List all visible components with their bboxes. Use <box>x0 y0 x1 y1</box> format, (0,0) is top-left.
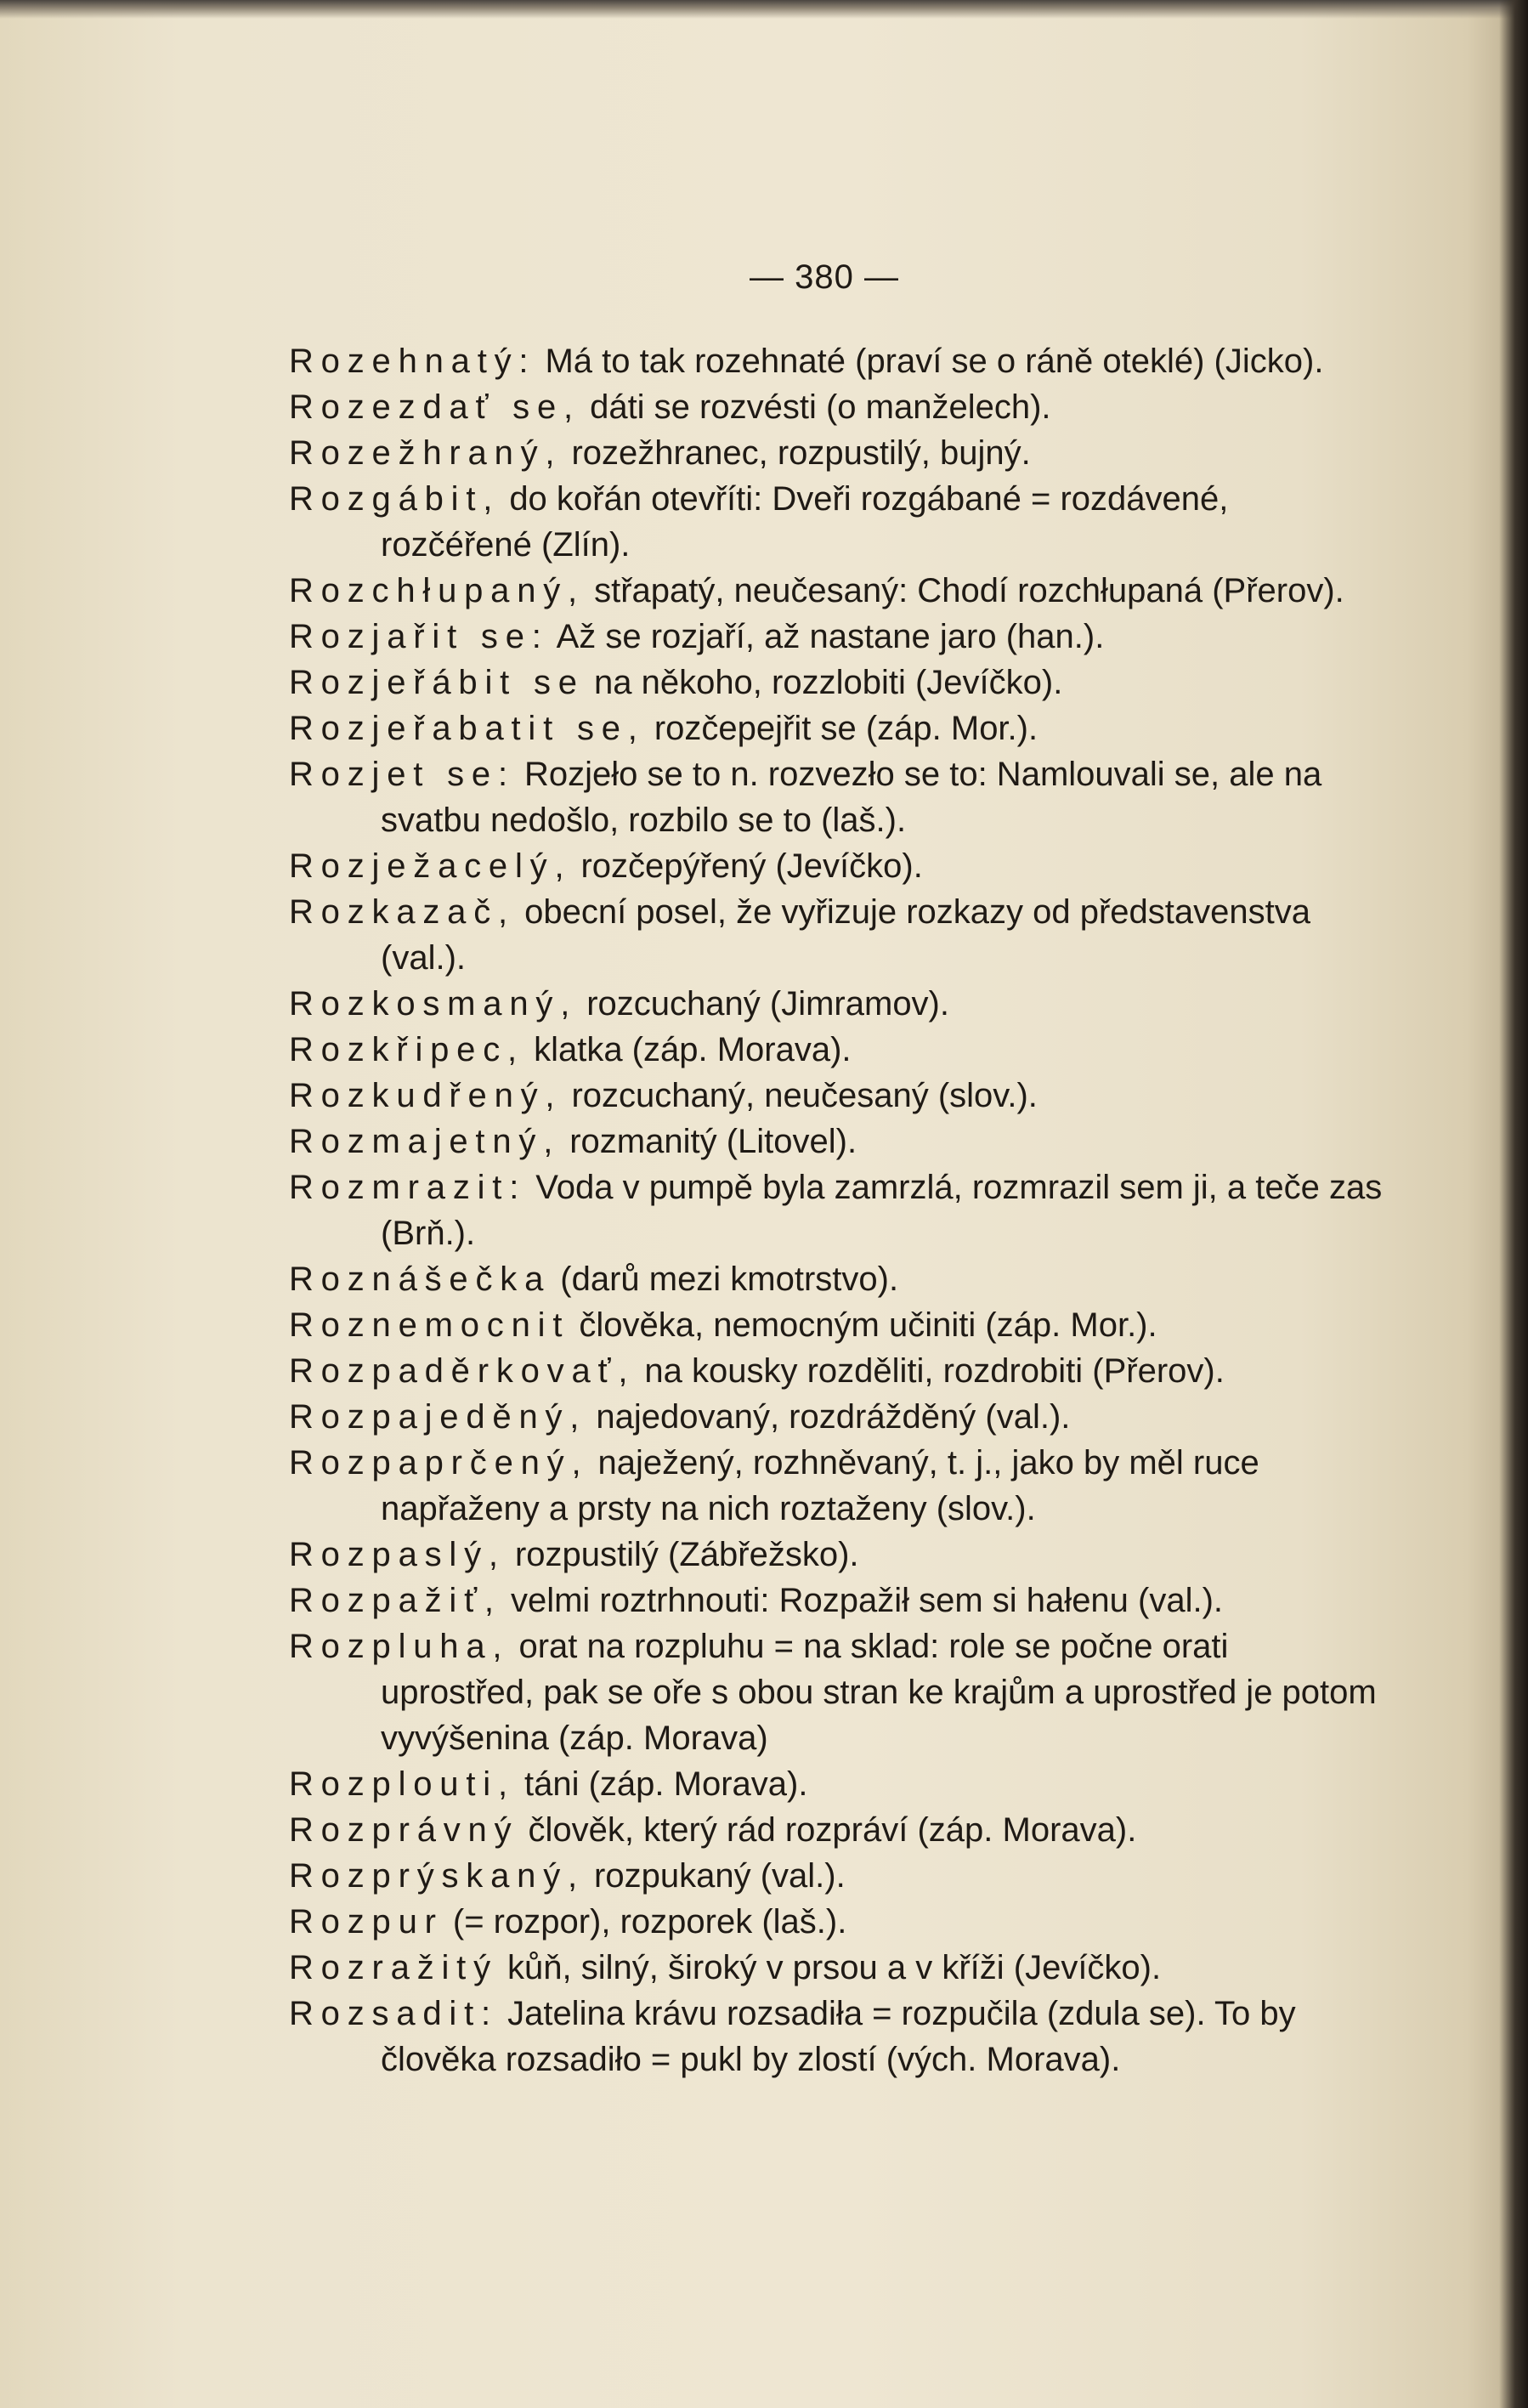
dictionary-entry <box>289 384 1385 430</box>
entry-headword: Rozehnatý: <box>289 343 536 380</box>
entry-headword: Rozkosmaný, <box>289 985 578 1023</box>
dictionary-entry <box>289 1027 1385 1073</box>
dictionary-entry <box>289 476 1385 568</box>
entry-definition: rozčepýřený (Jevíčko). <box>580 847 923 885</box>
dictionary-entries <box>289 338 1385 2082</box>
entry-definition: rozpukaný (val.). <box>594 1857 846 1895</box>
entry-definition: člověka, nemocným učiniti (záp. Mor.). <box>579 1306 1157 1344</box>
dictionary-entry <box>289 660 1385 705</box>
entry-headword: Rozpaděrkovať, <box>289 1352 636 1390</box>
dictionary-entry <box>289 981 1385 1027</box>
dictionary-entry <box>289 843 1385 889</box>
dictionary-entry <box>289 1945 1385 1991</box>
entry-headword: Rozkudřený, <box>289 1077 563 1114</box>
entry-definition: obecní posel, že vyřizuje rozkazy od představenstva (val.). <box>381 893 1310 977</box>
dictionary-entry <box>289 1532 1385 1578</box>
entry-definition: Až se rozjaří, až nastane jaro (han.). <box>556 618 1105 655</box>
dictionary-entry <box>289 1807 1385 1853</box>
entry-headword: Rozezdať se, <box>289 388 580 426</box>
dictionary-entry <box>289 338 1385 384</box>
entry-definition: klatka (záp. Morava). <box>534 1031 852 1068</box>
entry-headword: Rozjařit se: <box>289 618 549 655</box>
entry-headword: Rozjet se: <box>289 756 515 793</box>
entry-headword: Roznášečka <box>289 1261 552 1298</box>
dictionary-entry <box>289 1991 1385 2082</box>
dictionary-entry <box>289 430 1385 476</box>
entry-headword: Rozkazač, <box>289 893 515 931</box>
page-top-shadow <box>0 0 1528 19</box>
entry-headword: Rozmajetný, <box>289 1123 561 1160</box>
entry-definition: orat na rozpluhu = na sklad: role se počne orati uprostřed, pak se oře s obou stran ke krajům a uprostřed je potom vyvýšenina (záp. Morava) <box>381 1628 1377 1757</box>
entry-definition: naježený, rozhněvaný, t. j., jako by měl ruce napřaženy a prsty na nich roztaženy (slov.). <box>381 1444 1259 1527</box>
dictionary-entry <box>289 1164 1385 1256</box>
dictionary-entry <box>289 1899 1385 1945</box>
entry-definition: Jatelina krávu rozsadiła = rozpučila (zdula se). To by člověka rozsadiło = pukl by zlostí (vých. Morava). <box>381 1995 1296 2078</box>
dictionary-entry <box>289 751 1385 843</box>
entry-definition: Má to tak rozehnaté (praví se o ráně oteklé) (Jicko). <box>545 343 1324 380</box>
entry-headword: Rozjeřabatit se, <box>289 710 645 747</box>
entry-definition: (= rozpor), rozporek (laš.). <box>452 1903 847 1941</box>
dictionary-entry <box>289 705 1385 751</box>
entry-definition: rozčepejřit se (záp. Mor.). <box>654 710 1038 747</box>
entry-definition: táni (záp. Morava). <box>524 1765 808 1803</box>
entry-headword: Rozpaslý, <box>289 1536 506 1573</box>
entry-headword: Rozkřipec, <box>289 1031 524 1068</box>
entry-headword: Rozražitý <box>289 1949 498 1986</box>
entry-headword: Rozgábit, <box>289 480 501 518</box>
dictionary-entry <box>289 1394 1385 1440</box>
entry-definition: Rozjeło se to n. rozvezło se to: Namlouvali se, ale na svatbu nedošlo, rozbilo se to (laš.). <box>381 756 1322 839</box>
entry-definition: velmi roztrhnouti: Rozpažił sem si hałenu (val.). <box>510 1582 1224 1619</box>
entry-headword: Rozpažiť, <box>289 1582 501 1619</box>
dictionary-entry <box>289 1853 1385 1899</box>
dictionary-entry <box>289 1119 1385 1164</box>
entry-definition: rozcuchaný (Jimramov). <box>586 985 949 1023</box>
entry-headword: Rozežhraný, <box>289 434 563 472</box>
entry-definition: kůň, silný, široký v prsou a v kříži (Jevíčko). <box>507 1949 1162 1986</box>
entry-definition: rozpustilý (Zábřežsko). <box>514 1536 859 1573</box>
entry-headword: Rozjeřábit se <box>289 664 585 701</box>
entry-definition: rozežhranec, rozpustilý, bujný. <box>571 434 1031 472</box>
dictionary-entry <box>289 1623 1385 1761</box>
entry-definition: člověk, který rád rozpráví (záp. Morava). <box>528 1811 1137 1849</box>
entry-headword: Rozpluha, <box>289 1628 510 1665</box>
dictionary-entry <box>289 1578 1385 1623</box>
dictionary-entry <box>289 1348 1385 1394</box>
dictionary-entry <box>289 889 1385 981</box>
dictionary-entry <box>289 1073 1385 1119</box>
dictionary-entry <box>289 1256 1385 1302</box>
entry-definition: střapatý, neučesaný: Chodí rozchłupaná (Přerov). <box>594 572 1344 609</box>
dictionary-entry <box>289 1302 1385 1348</box>
entry-definition: (darů mezi kmotrstvo). <box>560 1261 899 1298</box>
entry-definition: rozmanitý (Litovel). <box>569 1123 857 1160</box>
entry-definition: na kousky rozděliti, rozdrobiti (Přerov). <box>644 1352 1225 1390</box>
dictionary-entry <box>289 1440 1385 1532</box>
entry-headword: Rozpur <box>289 1903 444 1941</box>
dictionary-entry <box>289 568 1385 614</box>
entry-headword: Rozprýskaný, <box>289 1857 585 1895</box>
page-gutter-shadow <box>1499 0 1528 2408</box>
entry-definition: Voda v pumpě byla zamrzlá, rozmrazil sem ji, a teče zas (Brň.). <box>381 1169 1383 1252</box>
entry-headword: Roznemocnit <box>289 1306 570 1344</box>
dictionary-entry <box>289 1761 1385 1807</box>
entry-headword: Rozpajeděný, <box>289 1398 587 1436</box>
entry-headword: Rozplouti, <box>289 1765 515 1803</box>
entry-definition: do kořán otevříti: Dveři rozgábané = rozdávené, rozčéřené (Zlín). <box>381 480 1229 564</box>
entry-headword: Rozchłupaný, <box>289 572 585 609</box>
page-number: — 380 — <box>750 258 899 296</box>
entry-headword: Rozmrazit: <box>289 1169 527 1206</box>
entry-definition: rozcuchaný, neučesaný (slov.). <box>571 1077 1038 1114</box>
entry-definition: na někoho, rozzlobiti (Jevíčko). <box>593 664 1063 701</box>
entry-headword: Rozprávný <box>289 1811 519 1849</box>
entry-headword: Rozježacelý, <box>289 847 572 885</box>
dictionary-entry <box>289 614 1385 660</box>
entry-headword: Rozpaprčený, <box>289 1444 589 1482</box>
entry-definition: najedovaný, rozdrážděný (val.). <box>596 1398 1071 1436</box>
entry-definition: dáti se rozvésti (o manželech). <box>590 388 1051 426</box>
entry-headword: Rozsadit: <box>289 1995 498 2032</box>
